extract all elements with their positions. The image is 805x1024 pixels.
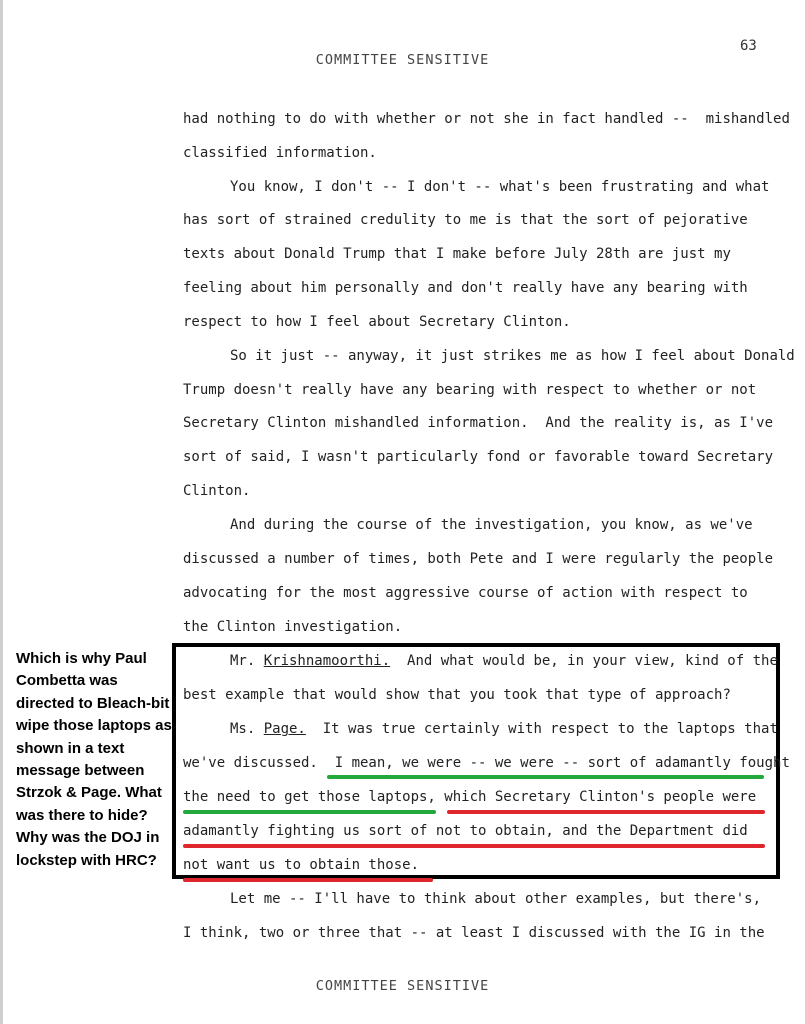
transcript-line: has sort of strained credulity to me is that the sort of pejorative (183, 212, 748, 228)
page-edge (0, 0, 3, 1024)
transcript-line: classified information. (183, 145, 377, 161)
transcript-line: And during the course of the investigation, you know, as we've (230, 517, 753, 533)
red-underline (183, 844, 765, 848)
transcript-line: best example that would show that you took that type of approach? (183, 687, 731, 703)
transcript-line: texts about Donald Trump that I make before July 28th are just my (183, 246, 731, 262)
transcript-line: Clinton. (183, 483, 251, 499)
page-number: 63 (740, 38, 757, 54)
speaker-text: And what would be, in your view, kind of the (390, 653, 778, 669)
transcript-line: You know, I don't -- I don't -- what's been frustrating and what (230, 179, 770, 195)
green-underline (183, 810, 436, 814)
transcript-line: respect to how I feel about Secretary Clinton. (183, 314, 571, 330)
transcript-line: So it just -- anyway, it just strikes me as how I feel about Donald (230, 348, 795, 364)
transcript-line: Trump doesn't really have any bearing with respect to whether or not (183, 382, 757, 398)
annotation-callout: Which is why Paul Combetta was directed to Bleach-bit wipe those laptops as shown in a text message between Strzok & Page. What was there to hide? Why was the DOJ in lockstep with HRC? (16, 650, 172, 869)
page-header: COMMITTEE SENSITIVE (315, 52, 490, 68)
speaker-line-krishnamoorthi (230, 653, 778, 669)
red-underline (447, 810, 765, 814)
speaker-line-page (230, 721, 778, 737)
transcript-line: had nothing to do with whether or not she in fact handled -- mishandled (183, 111, 790, 127)
green-underline (327, 775, 764, 779)
speaker-text: It was true certainly with respect to the laptops that (305, 721, 778, 737)
transcript-line: Secretary Clinton mishandled information. And the reality is, as I've (183, 415, 774, 431)
transcript-line: the need to get those laptops, which Secretary Clinton's people were (183, 789, 757, 805)
transcript-line: I think, two or three that -- at least I discussed with the IG in the (183, 925, 765, 941)
speaker-name: Krishnamoorthi. (263, 653, 391, 669)
page-footer: COMMITTEE SENSITIVE (315, 978, 490, 994)
transcript-line: Let me -- I'll have to think about other examples, but there's, (230, 891, 762, 907)
transcript-line: discussed a number of times, both Pete and I were regularly the people (183, 551, 774, 567)
transcript-line: we've discussed. I mean, we were -- we were -- sort of adamantly fought (183, 755, 790, 771)
transcript-line: adamantly fighting us sort of not to obtain, and the Department did (183, 823, 748, 839)
speaker-prefix: Ms. (230, 721, 264, 737)
transcript-line: feeling about him personally and don't really have any bearing with (183, 280, 748, 296)
transcript-line: sort of said, I wasn't particularly fond or favorable toward Secretary (183, 449, 774, 465)
red-underline (183, 878, 433, 882)
speaker-prefix: Mr. (230, 653, 264, 669)
speaker-name: Page. (263, 721, 306, 737)
transcript-line: the Clinton investigation. (183, 619, 403, 635)
transcript-line: not want us to obtain those. (183, 857, 420, 873)
transcript-line: advocating for the most aggressive course of action with respect to (183, 585, 748, 601)
